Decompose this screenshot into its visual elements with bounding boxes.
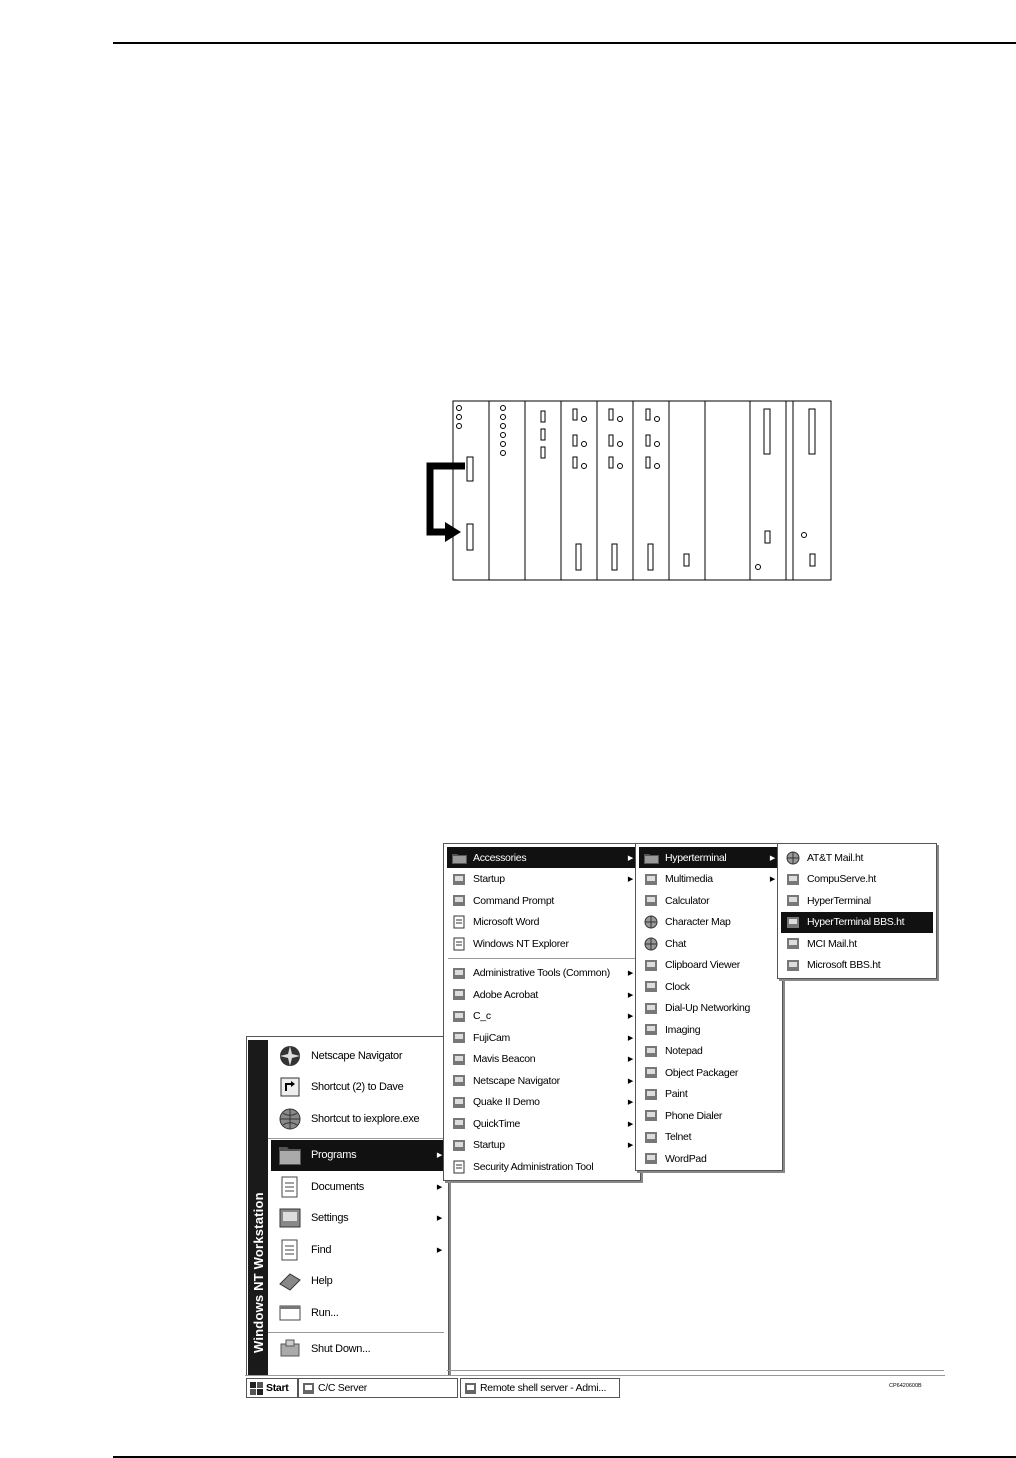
menu-item-label: Character Map (665, 916, 731, 928)
accessories-item-multimedia[interactable] (639, 869, 779, 890)
run-icon (277, 1300, 303, 1326)
netscape-icon (277, 1043, 303, 1069)
app-icon (463, 1381, 477, 1395)
accessories-item-notepad[interactable] (639, 1041, 779, 1062)
banner-text: Windows NT Workstation (251, 1192, 266, 1353)
program-icon (785, 937, 801, 951)
programs-item-quake-ii-demo[interactable] (447, 1092, 637, 1113)
menu-item-label: Shut Down... (311, 1343, 371, 1355)
submenu-arrow-icon: ▶ (769, 854, 775, 862)
taskbar-button-label: C/C Server (318, 1382, 367, 1394)
menu-item-label: Netscape Navigator (473, 1074, 560, 1087)
programs-menu (443, 843, 641, 1181)
hyperterminal-item-hyperterminal[interactable] (781, 890, 933, 911)
menu-item-label: Accessories (473, 851, 527, 864)
start-menu-item-run[interactable] (271, 1297, 446, 1328)
menu-item-label: Telnet (665, 1131, 692, 1143)
settings-icon (277, 1205, 303, 1231)
menu-item-label: Microsoft Word (473, 916, 540, 928)
menu-item-label: Paint (665, 1088, 688, 1100)
submenu-arrow-icon: ▶ (627, 1099, 633, 1106)
menu-item-label: Quake II Demo (473, 1096, 540, 1108)
program-icon (785, 894, 801, 908)
menu-item-label: Run... (311, 1306, 339, 1319)
menu-item-label: C_c (473, 1010, 491, 1022)
accessories-item-phone-dialer[interactable] (639, 1105, 779, 1126)
program-icon (643, 1044, 659, 1058)
program-icon (643, 1087, 659, 1101)
program-icon (451, 1160, 467, 1174)
accessories-item-chat[interactable] (639, 933, 779, 954)
menu-item-label: Security Administration Tool (473, 1160, 594, 1173)
programs-item-administrative-tools-common[interactable] (447, 963, 637, 984)
menu-item-label: FujiCam (473, 1031, 510, 1044)
start-menu-item-programs[interactable] (271, 1140, 446, 1171)
programs-item-windows-nt-explorer[interactable] (447, 933, 637, 954)
start-menu (246, 1036, 449, 1378)
accessories-item-dial-up-networking[interactable] (639, 998, 779, 1019)
hyperterminal-menu (777, 843, 937, 979)
program-icon (643, 1066, 659, 1080)
accessories-item-object-packager[interactable] (639, 1062, 779, 1083)
submenu-arrow-icon: ▶ (436, 1215, 442, 1222)
menu-item-label: Imaging (665, 1023, 701, 1036)
program-icon (451, 937, 467, 951)
hyperterminal-item-mci-mail-ht[interactable] (781, 933, 933, 954)
program-icon (643, 1001, 659, 1015)
menu-item-label: CompuServe.ht (807, 873, 877, 885)
folder-icon (451, 1074, 467, 1088)
start-button[interactable] (246, 1378, 298, 1398)
find-icon (277, 1237, 303, 1263)
submenu-arrow-icon: ▶ (627, 991, 633, 999)
menu-item-label: Help (311, 1275, 333, 1287)
submenu-arrow-icon: ▶ (627, 1034, 633, 1042)
folder-icon (451, 1052, 467, 1066)
programs-item-c-c[interactable] (447, 1006, 637, 1027)
accessories-item-character-map[interactable] (639, 912, 779, 933)
submenu-arrow-icon: ▶ (627, 1120, 633, 1128)
folder-icon (451, 1031, 467, 1045)
taskbar (245, 1375, 945, 1400)
start-menu-item-shortcut-to-iexplore-exe[interactable] (271, 1103, 446, 1134)
folder-icon (451, 851, 467, 865)
accessories-item-wordpad[interactable] (639, 1148, 779, 1169)
menu-item-label: Shortcut (2) to Dave (311, 1081, 404, 1093)
submenu-arrow-icon: ▶ (627, 1056, 633, 1063)
taskbar-button-remote-shell[interactable] (460, 1378, 620, 1398)
menu-item-label: Administrative Tools (Common) (473, 967, 610, 979)
menu-item-label: QuickTime (473, 1117, 521, 1130)
hyperterminal-item-at-t-mail-ht[interactable] (781, 847, 933, 868)
submenu-arrow-icon: ▶ (769, 876, 775, 883)
rack-diagram (425, 399, 835, 584)
menu-item-label: Notepad (665, 1045, 703, 1057)
submenu-arrow-icon: ▶ (627, 854, 633, 862)
submenu-arrow-icon: ▶ (627, 970, 633, 977)
program-icon (643, 1152, 659, 1166)
menu-item-label: Windows NT Explorer (473, 937, 569, 950)
menu-item-label: Startup (473, 1139, 505, 1151)
programs-item-command-prompt[interactable] (447, 890, 637, 911)
submenu-arrow-icon: ▶ (627, 1142, 633, 1149)
accessories-menu (635, 843, 783, 1171)
menu-item-label: Clock (665, 980, 690, 993)
menu-item-label: Object Packager (665, 1066, 739, 1079)
documents-icon (277, 1174, 303, 1200)
program-icon (451, 915, 467, 929)
program-icon (643, 958, 659, 972)
start-label: Start (266, 1382, 289, 1394)
menu-item-label: Startup (473, 873, 505, 885)
shortcut-icon (277, 1074, 303, 1100)
folder-icon (451, 1117, 467, 1131)
program-icon (785, 872, 801, 886)
folder-icon (451, 872, 467, 886)
program-icon (785, 851, 801, 865)
submenu-arrow-icon: ▶ (436, 1183, 442, 1191)
menu-item-label: Programs (311, 1149, 357, 1161)
start-menu-item-netscape-navigator[interactable] (271, 1040, 446, 1071)
accessories-item-clipboard-viewer[interactable] (639, 955, 779, 976)
program-icon (451, 894, 467, 908)
start-menu-item-documents[interactable] (271, 1171, 446, 1202)
start-menu-item-find[interactable] (271, 1234, 446, 1265)
hyperterminal-item-hyperterminal-bbs-ht[interactable] (781, 912, 933, 933)
globe-icon (277, 1106, 303, 1132)
programs-item-mavis-beacon[interactable] (447, 1049, 637, 1070)
start-menu-item-settings[interactable] (271, 1203, 446, 1234)
shutdown-icon (277, 1336, 303, 1362)
menu-item-label: Adobe Acrobat (473, 988, 538, 1001)
accessories-item-hyperterminal[interactable] (639, 847, 779, 868)
menu-item-label: Multimedia (665, 873, 713, 885)
programs-folder-icon (277, 1142, 303, 1168)
programs-item-startup[interactable] (447, 1135, 637, 1156)
windows-logo-icon (249, 1381, 263, 1395)
menu-item-label: AT&T Mail.ht (807, 851, 864, 864)
start-menu-item-help[interactable] (271, 1266, 446, 1297)
folder-icon (451, 1138, 467, 1152)
menu-item-label: MCI Mail.ht (807, 937, 857, 950)
menu-item-label: Shortcut to iexplore.exe (311, 1112, 420, 1125)
programs-item-microsoft-word[interactable] (447, 912, 637, 933)
menu-item-label: Calculator (665, 894, 710, 907)
program-icon (785, 915, 801, 929)
menu-item-label: Settings (311, 1212, 349, 1224)
figure-id: CP6420600B (889, 1383, 922, 1389)
programs-item-fujicam[interactable] (447, 1027, 637, 1048)
menu-separator (448, 958, 636, 960)
menu-item-label: Clipboard Viewer (665, 959, 740, 971)
folder-icon (451, 966, 467, 980)
start-menu-item-shortcut-2-to-dave[interactable] (271, 1072, 446, 1103)
menu-item-label: WordPad (665, 1152, 707, 1165)
folder-icon (643, 851, 659, 865)
program-icon (643, 1130, 659, 1144)
accessories-item-calculator[interactable] (639, 890, 779, 911)
menu-item-label: Chat (665, 937, 686, 950)
program-icon (643, 1023, 659, 1037)
program-icon (643, 980, 659, 994)
submenu-arrow-icon: ▶ (436, 1152, 442, 1159)
program-icon (785, 958, 801, 972)
programs-item-adobe-acrobat[interactable] (447, 984, 637, 1005)
programs-item-quicktime[interactable] (447, 1113, 637, 1134)
programs-item-accessories[interactable] (447, 847, 637, 868)
folder-icon (643, 872, 659, 886)
hyperterminal-item-compuserve-ht[interactable] (781, 869, 933, 890)
programs-item-security-administration-tool[interactable] (447, 1156, 637, 1177)
submenu-arrow-icon: ▶ (627, 1013, 633, 1020)
menu-item-label: Find (311, 1243, 332, 1256)
app-icon (301, 1381, 315, 1395)
accessories-item-imaging[interactable] (639, 1019, 779, 1040)
menu-item-label: Microsoft BBS.ht (807, 959, 881, 971)
desktop-edge (447, 1370, 944, 1371)
windows-nt-banner (248, 1040, 268, 1376)
taskbar-button-label: Remote shell server - Admi... (480, 1382, 607, 1394)
programs-item-netscape-navigator[interactable] (447, 1070, 637, 1091)
menu-item-label: Dial-Up Networking (665, 1002, 751, 1014)
accessories-item-clock[interactable] (639, 976, 779, 997)
hyperterminal-item-microsoft-bbs-ht[interactable] (781, 955, 933, 976)
folder-icon (451, 988, 467, 1002)
accessories-item-paint[interactable] (639, 1084, 779, 1105)
submenu-arrow-icon: ▶ (627, 1077, 633, 1085)
menu-item-label: Netscape Navigator (311, 1049, 403, 1062)
program-icon (643, 915, 659, 929)
start-menu-item-shut-down[interactable] (271, 1334, 446, 1365)
menu-item-label: Phone Dialer (665, 1109, 723, 1122)
program-icon (643, 1109, 659, 1123)
accessories-item-telnet[interactable] (639, 1127, 779, 1148)
help-icon (277, 1268, 303, 1294)
submenu-arrow-icon: ▶ (436, 1246, 442, 1254)
programs-item-startup[interactable] (447, 869, 637, 890)
menu-item-label: HyperTerminal (807, 894, 871, 907)
menu-item-label: Command Prompt (473, 894, 554, 907)
menu-item-label: Hyperterminal (665, 851, 727, 864)
program-icon (643, 894, 659, 908)
menu-item-label: HyperTerminal BBS.ht (807, 916, 905, 928)
taskbar-button-cc-server[interactable] (298, 1378, 458, 1398)
menu-item-label: Mavis Beacon (473, 1053, 536, 1065)
top-rule (113, 42, 1016, 44)
menu-item-label: Documents (311, 1180, 364, 1193)
folder-icon (451, 1009, 467, 1023)
submenu-arrow-icon: ▶ (627, 876, 633, 883)
folder-icon (451, 1095, 467, 1109)
program-icon (643, 937, 659, 951)
